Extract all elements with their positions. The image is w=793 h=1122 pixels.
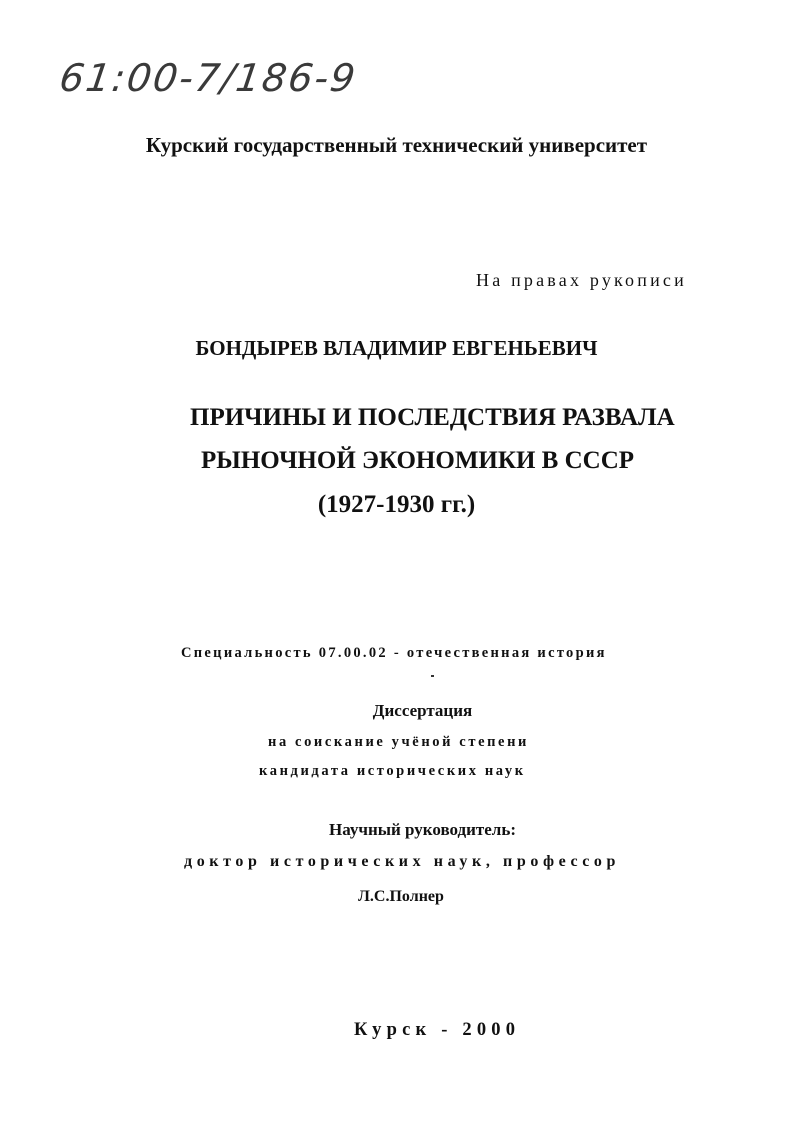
thesis-title-line-2: РЫНОЧНОЙ ЭКОНОМИКИ В СССР — [201, 447, 635, 474]
thesis-title-line-1: ПРИЧИНЫ И ПОСЛЕДСТВИЯ РАЗВАЛА — [190, 404, 675, 431]
dissertation-label: Диссертация — [372, 701, 473, 720]
degree-line-1: на соискание учёной степени — [268, 734, 530, 750]
supervisor-label: Научный руководитель: — [329, 820, 516, 839]
supervisor-name: Л.С.Полнер — [358, 888, 444, 905]
university-name: Курский государственный технический университет — [145, 133, 648, 157]
supervisor-title: доктор исторических наук, профессор — [184, 853, 621, 870]
handwritten-archive-number: 61:00-7/186-9 — [56, 56, 360, 100]
thesis-title-years: (1927-1930 гг.) — [317, 491, 476, 518]
author-name: БОНДЫРЕВ ВЛАДИМИР ЕВГЕНЬЕВИЧ — [195, 336, 598, 360]
scan-speck — [431, 675, 434, 677]
specialty-line: Специальность 07.00.02 - отечественная история — [181, 645, 607, 661]
manuscript-rights-note: На правах рукописи — [476, 270, 687, 290]
place-and-year: Курск - 2000 — [354, 1020, 521, 1040]
degree-line-2: кандидата исторических наук — [259, 763, 526, 779]
